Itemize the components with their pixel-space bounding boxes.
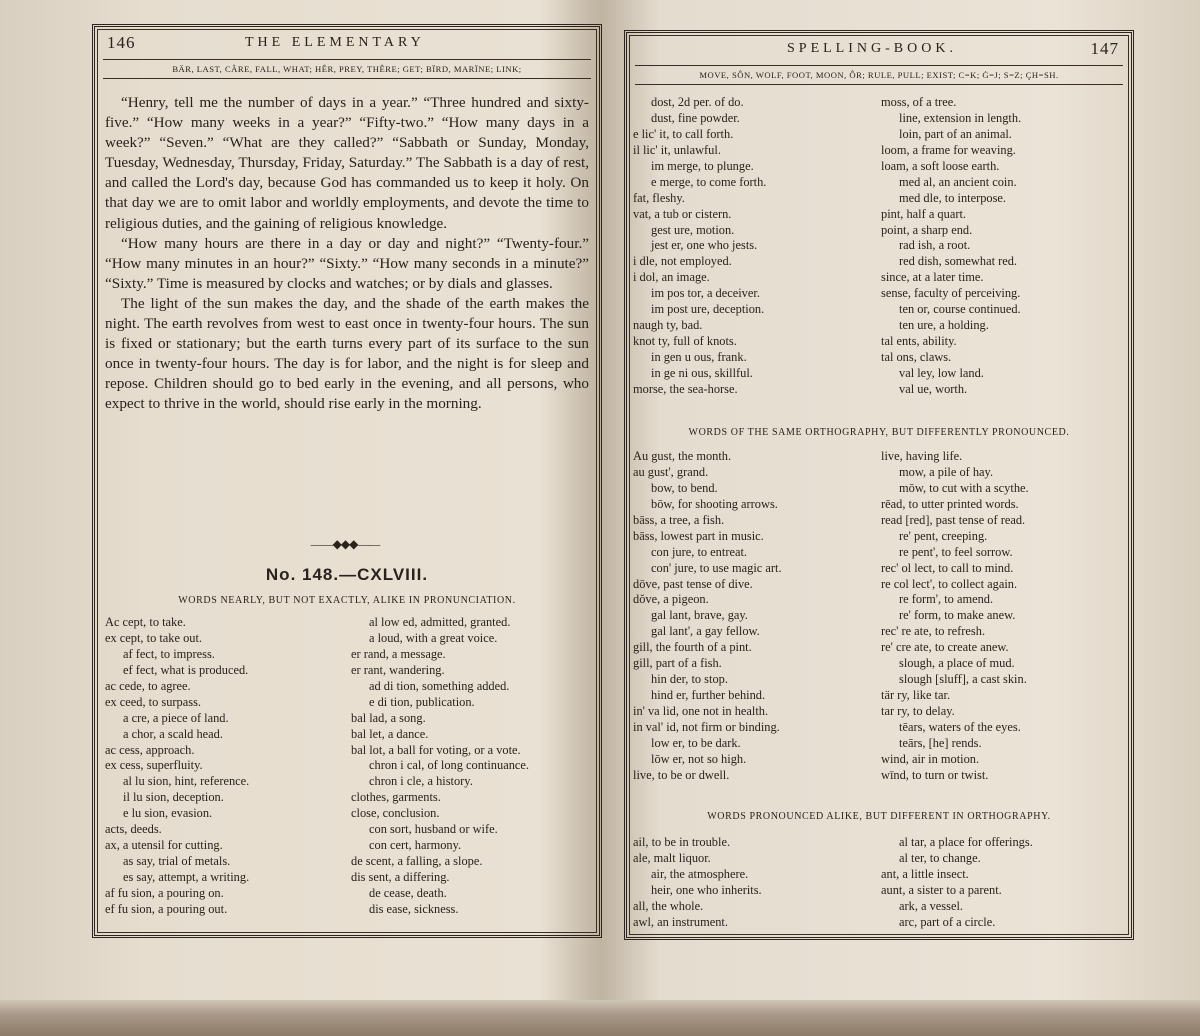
word-entry: live, having life. xyxy=(881,449,963,463)
word-entry: dŏve, a pigeon. xyxy=(633,592,709,607)
word-entry: ark, a vessel. xyxy=(899,898,963,913)
word-entry: il lic' it, unlawful. xyxy=(633,142,721,157)
word-entry: dōve, past tense of dive. xyxy=(633,576,753,591)
word-entry: wīnd, to turn or twist. xyxy=(881,767,989,782)
word-entry: loin, part of an animal. xyxy=(899,126,1012,141)
word-entry: con' jure, to use magic art. xyxy=(651,560,782,575)
word-entry: jest er, one who jests. xyxy=(651,238,758,253)
word-entry: ten ure, a holding. xyxy=(899,318,989,333)
paragraph-sun: The light of the sun makes the day, and the shade of the earth makes the night. The earth revolves from west to east once in twenty-four hours. The sun is fixed or stationary; but the earth turns every part of its surface to the sun once in twenty-four hours. The day is for labor, and the night is for sleep and repose. Children should go to bed early in the evening, and all persons, who expect to thrive in the world, should rise early in the morning. xyxy=(105,294,589,413)
word-entry: gill, the fourth of a pint. xyxy=(633,640,752,655)
word-entry: low er, to be dark. xyxy=(651,735,741,750)
right-page xyxy=(624,30,1134,940)
word-entry: fat, fleshy. xyxy=(633,190,685,205)
word-entry: bōw, for shooting arrows. xyxy=(651,496,778,511)
word-column-right-top-b xyxy=(881,95,1021,398)
paragraph-days: “Henry, tell me the number of days in a year.” “Three hundred and sixty-five.” “How many weeks in a year?” “Fifty-two.” “How many days in a week?” “Seven.” “What are they called?” “Sabbath or Sunday, Monday, Tuesday, Wednesday, Thursday, Friday, Saturday.” The Sabbath is a day of rest, and called the Lord's day, because God has commanded us to keep it holy. On that day we are to omit labor and worldly employments, and devote the time to religious duties, and the gaining of religious knowledge. xyxy=(105,94,589,232)
word-entry: al low ed, admitted, granted. xyxy=(369,615,511,629)
word-entry: line, extension in length. xyxy=(899,110,1022,125)
right-running-title: SPELLING-BOOK. xyxy=(787,41,957,56)
word-entry: med dle, to interpose. xyxy=(899,190,1007,205)
word-entry: naugh ty, bad. xyxy=(633,318,703,333)
section-ornament: ——◆◆◆—— xyxy=(310,537,380,551)
word-entry: dust, fine powder. xyxy=(651,110,740,125)
word-entry: ac cess, approach. xyxy=(105,742,195,757)
word-entry: ax, a utensil for cutting. xyxy=(105,838,223,853)
word-entry: af fu sion, a pouring on. xyxy=(105,885,224,900)
word-entry: hin der, to stop. xyxy=(651,672,728,687)
word-entry: er rand, a message. xyxy=(351,646,446,661)
word-entry: ex ceed, to surpass. xyxy=(105,694,201,709)
word-column-right-bot-b xyxy=(881,835,1033,931)
word-entry: Au gust, the month. xyxy=(633,449,732,463)
word-entry: vat, a tub or cistern. xyxy=(633,206,732,221)
word-entry: morse, the sea-horse. xyxy=(633,381,738,396)
word-entry: al tar, a place for offerings. xyxy=(899,835,1033,849)
word-entry: gal lant, brave, gay. xyxy=(651,608,748,623)
word-entry: re' form, to make anew. xyxy=(899,608,1016,623)
word-entry: live, to be or dwell. xyxy=(633,767,730,782)
word-entry: rec' re ate, to refresh. xyxy=(881,624,986,639)
word-entry: in ge ni ous, skillful. xyxy=(651,365,753,380)
word-entry: heir, one who inherits. xyxy=(651,882,762,897)
word-entry: gill, part of a fish. xyxy=(633,656,722,671)
word-entry: dost, 2d per. of do. xyxy=(651,95,744,109)
word-entry: red dish, somewhat red. xyxy=(899,254,1018,269)
word-entry: ac cede, to agree. xyxy=(105,678,191,693)
left-running-head xyxy=(105,33,589,57)
word-entry: bow, to bend. xyxy=(651,480,718,495)
word-entry: tal ons, claws. xyxy=(881,350,952,364)
word-entry: ant, a little insect. xyxy=(881,866,969,881)
word-entry: awl, an instrument. xyxy=(633,914,728,929)
word-entry: in val' id, not firm or binding. xyxy=(633,719,780,734)
word-entry: lōw er, not so high. xyxy=(651,751,747,766)
word-entry: ad di tion, something added. xyxy=(369,678,510,693)
word-entry: mow, a pile of hay. xyxy=(899,464,994,479)
word-entry: tēars, waters of the eyes. xyxy=(899,719,1021,734)
word-entry: ef fect, what is produced. xyxy=(123,662,249,677)
word-entry: bal let, a dance. xyxy=(351,726,429,741)
book-bottom-edge xyxy=(0,1000,1200,1036)
word-entry: rad ish, a root. xyxy=(899,238,971,253)
word-entry: al lu sion, hint, reference. xyxy=(123,774,250,789)
word-entry: all, the whole. xyxy=(633,898,704,913)
word-entry: arc, part of a circle. xyxy=(899,914,996,929)
word-entry: tar ry, to delay. xyxy=(881,704,955,718)
word-entry: con jure, to entreat. xyxy=(651,544,747,559)
word-entry: aunt, a sister to a parent. xyxy=(881,882,1002,897)
lesson-title: No. 148.—CXLVIII. xyxy=(265,565,429,584)
word-entry: re col lect', to collect again. xyxy=(881,576,1018,591)
word-entry: de cease, death. xyxy=(369,885,447,900)
word-entry: a loud, with a great voice. xyxy=(369,630,498,645)
word-entry: il lu sion, deception. xyxy=(123,790,224,805)
word-entry: ef fu sion, a pouring out. xyxy=(105,901,228,916)
word-entry: in gen u ous, frank. xyxy=(651,350,747,364)
word-entry: bal lad, a song. xyxy=(351,710,426,725)
word-entry: im pos tor, a deceiver. xyxy=(651,286,760,301)
word-entry: rēad, to utter printed words. xyxy=(881,496,1019,511)
word-entry: pint, half a quart. xyxy=(881,206,966,221)
word-entry: as say, trial of metals. xyxy=(123,854,231,869)
word-column-left-b xyxy=(351,615,529,918)
word-column-right-top-a xyxy=(633,95,766,398)
word-entry: read [red], past tense of read. xyxy=(881,512,1026,527)
word-entry: in' va lid, one not in health. xyxy=(633,704,769,718)
section-heading-nearly-alike: WORDS NEARLY, BUT NOT EXACTLY, ALIKE IN PRONUNCIATION. xyxy=(178,595,516,606)
word-entry: air, the atmosphere. xyxy=(651,866,749,881)
word-entry: ale, malt liquor. xyxy=(633,850,711,865)
word-entry: wind, air in motion. xyxy=(881,751,980,766)
word-entry: a chor, a scald head. xyxy=(123,726,223,741)
word-entry: moss, of a tree. xyxy=(881,95,957,109)
word-entry: re' cre ate, to create anew. xyxy=(881,640,1009,655)
word-entry: im merge, to plunge. xyxy=(651,158,754,173)
word-entry: al ter, to change. xyxy=(899,850,981,865)
right-pronunciation-key: MOVE, SÔN, WOLF, FOOT, MOON, ÔR; RULE, PULL; EXIST; C=K; Ġ=J; S=Z; ÇH=SH. xyxy=(635,65,1123,85)
left-page-number: 146 xyxy=(107,33,136,52)
word-entry: slough [sluff], a cast skin. xyxy=(899,672,1027,687)
word-entry: since, at a later time. xyxy=(881,270,984,285)
word-entry: hind er, further behind. xyxy=(651,688,766,703)
word-entry: e lu sion, evasion. xyxy=(123,806,213,821)
word-entry: acts, deeds. xyxy=(105,822,162,837)
word-entry: val ue, worth. xyxy=(899,381,968,396)
word-entry: er rant, wandering. xyxy=(351,662,445,677)
word-entry: close, conclusion. xyxy=(351,806,440,821)
word-entry: slough, a place of mud. xyxy=(899,656,1015,671)
word-entry: bāss, lowest part in music. xyxy=(633,528,764,543)
word-column-right-mid-a xyxy=(633,449,782,784)
word-entry: ex cess, superfluity. xyxy=(105,758,203,773)
word-entry: ten or, course continued. xyxy=(899,302,1021,317)
word-entry: knot ty, full of knots. xyxy=(633,334,737,349)
word-entry: med al, an ancient coin. xyxy=(899,174,1017,189)
word-entry: chron i cle, a history. xyxy=(369,774,473,789)
word-entry: dis sent, a differing. xyxy=(351,870,450,884)
word-entry: ail, to be in trouble. xyxy=(633,835,731,849)
word-entry: re form', to amend. xyxy=(899,592,994,607)
word-entry: chron i cal, of long continuance. xyxy=(369,758,529,773)
word-entry: i dol, an image. xyxy=(633,270,710,285)
word-entry: con cert, harmony. xyxy=(369,838,462,853)
word-entry: re pent', to feel sorrow. xyxy=(899,544,1013,559)
word-entry: point, a sharp end. xyxy=(881,222,973,237)
word-entry: au gust', grand. xyxy=(633,464,709,479)
word-entry: ex cept, to take out. xyxy=(105,630,203,645)
word-entry: gest ure, motion. xyxy=(651,222,735,237)
word-entry: teārs, [he] rends. xyxy=(899,735,982,750)
word-column-right-bot-a xyxy=(633,835,762,931)
section-heading-same-orthography: WORDS OF THE SAME ORTHOGRAPHY, BUT DIFFERENTLY PRONOUNCED. xyxy=(688,427,1070,438)
word-entry: e merge, to come forth. xyxy=(651,174,767,189)
word-entry: re' pent, creeping. xyxy=(899,528,988,543)
right-page-number: 147 xyxy=(1090,39,1119,58)
word-entry: dis ease, sickness. xyxy=(369,901,459,916)
word-entry: im post ure, deception. xyxy=(651,302,765,317)
word-entry: mōw, to cut with a scythe. xyxy=(899,480,1029,495)
word-entry: con sort, husband or wife. xyxy=(369,822,498,837)
word-entry: Ac cept, to take. xyxy=(105,615,186,629)
word-entry: e lic' it, to call forth. xyxy=(633,126,734,141)
left-prose xyxy=(105,93,589,415)
word-entry: de scent, a falling, a slope. xyxy=(351,854,483,869)
word-entry: i dle, not employed. xyxy=(633,254,732,269)
section-heading-pronounced-alike: WORDS PRONOUNCED ALIKE, BUT DIFFERENT IN ORTHOGRAPHY. xyxy=(707,811,1051,822)
left-page xyxy=(92,24,602,938)
paragraph-hours: “How many hours are there in a day or day and night?” “Twenty-four.” “How many minutes in an hour?” “Sixty.” “How many seconds in a minute?” “Sixty.” Time is measured by clocks and watches; or by dials and glasses. xyxy=(105,234,589,292)
word-entry: loom, a frame for weaving. xyxy=(881,142,1016,157)
left-pronunciation-key: BÄR, LAST, CÂRE, FALL, WHAT; HÊR, PREY, THÊRE; GET; BÏRD, MARÏNE; LINK; xyxy=(103,59,591,79)
word-entry: e di tion, publication. xyxy=(369,694,475,709)
word-entry: es say, attempt, a writing. xyxy=(123,870,250,884)
left-running-title: THE ELEMENTARY xyxy=(245,35,425,50)
word-entry: af fect, to impress. xyxy=(123,646,215,661)
word-entry: gal lant', a gay fellow. xyxy=(651,624,760,639)
word-entry: loam, a soft loose earth. xyxy=(881,158,1000,173)
word-entry: clothes, garments. xyxy=(351,790,441,805)
word-entry: rec' ol lect, to call to mind. xyxy=(881,560,1014,575)
word-entry: tal ents, ability. xyxy=(881,334,957,349)
word-entry: bāss, a tree, a fish. xyxy=(633,512,725,527)
word-entry: val ley, low land. xyxy=(899,365,984,380)
word-column-left-a xyxy=(105,615,249,918)
word-entry: bal lot, a ball for voting, or a vote. xyxy=(351,742,521,757)
word-column-right-mid-b xyxy=(881,449,1029,784)
word-entry: tär ry, like tar. xyxy=(881,688,951,703)
word-entry: a cre, a piece of land. xyxy=(123,710,229,725)
word-entry: sense, faculty of perceiving. xyxy=(881,286,1021,301)
right-running-head xyxy=(637,39,1121,63)
